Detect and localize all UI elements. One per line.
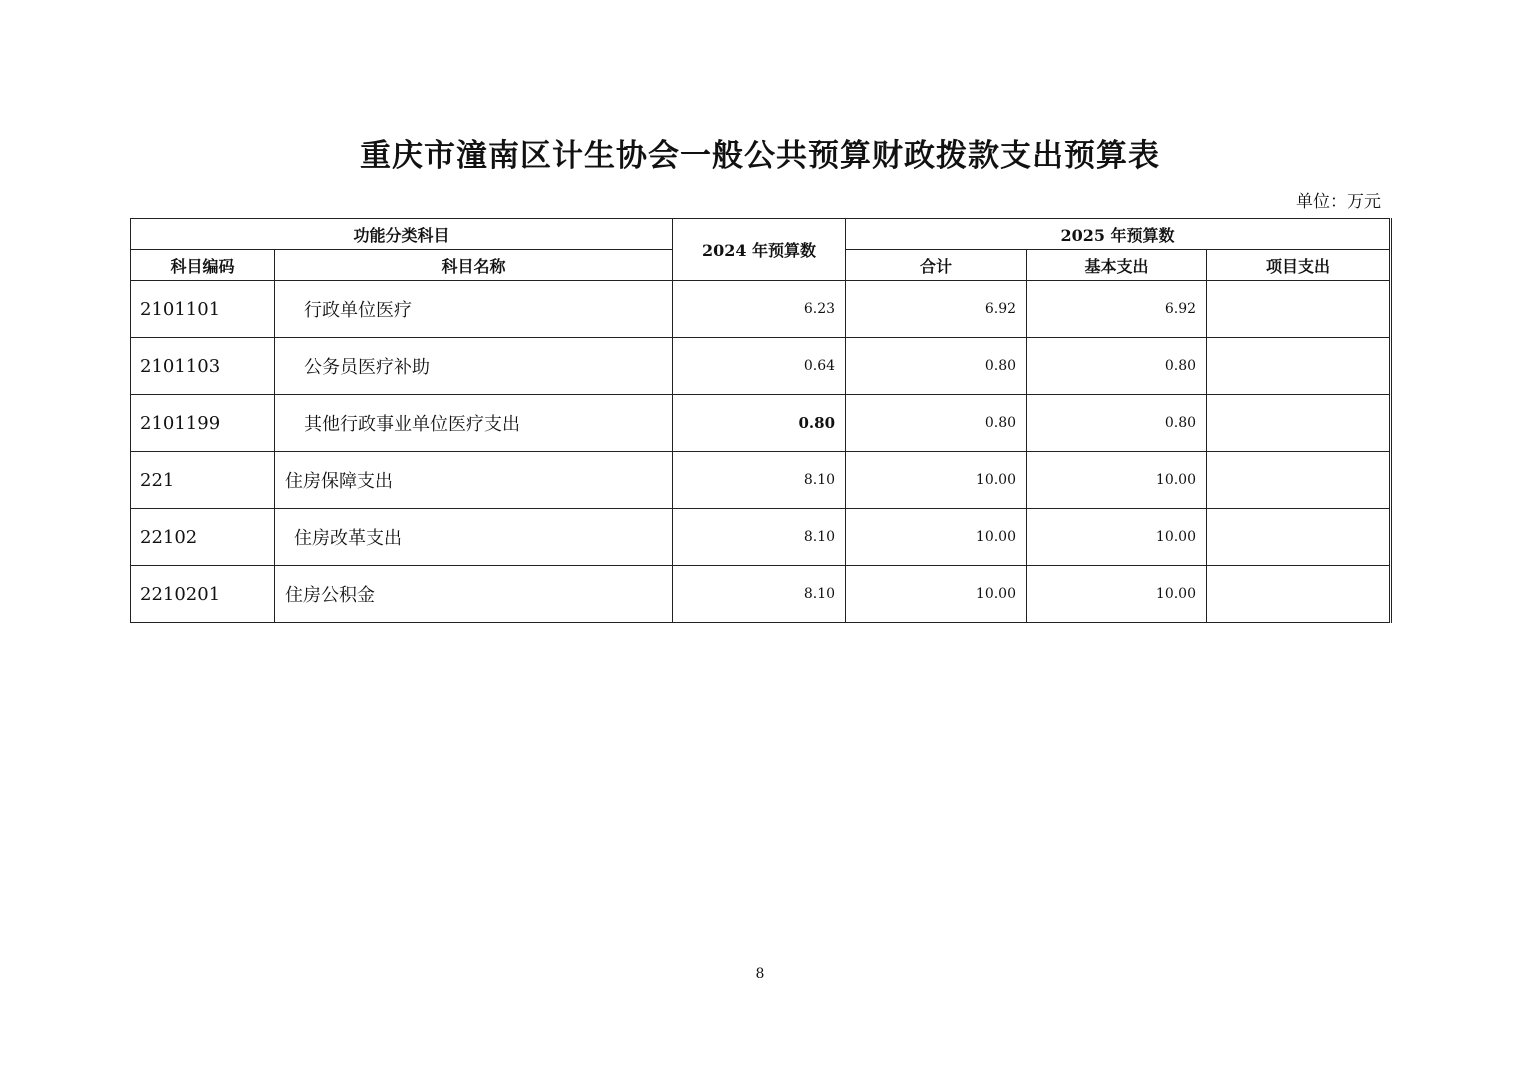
total-value: 10.00 bbox=[846, 566, 1027, 623]
basic-expenditure-value: 6.92 bbox=[1027, 281, 1207, 338]
total-value: 0.80 bbox=[846, 338, 1027, 395]
subject-code: 221 bbox=[131, 452, 275, 509]
subject-code: 2101199 bbox=[131, 395, 275, 452]
header-2024-budget: 2024 年预算数 bbox=[673, 219, 846, 281]
subject-name: 公务员医疗补助 bbox=[275, 338, 673, 395]
table-row bbox=[131, 509, 1391, 566]
basic-expenditure-value: 10.00 bbox=[1027, 566, 1207, 623]
basic-expenditure-value: 10.00 bbox=[1027, 509, 1207, 566]
budget-table bbox=[130, 218, 1392, 623]
project-expenditure-value bbox=[1207, 281, 1391, 338]
header-2025-budget: 2025 年预算数 bbox=[846, 219, 1391, 250]
budget-2024-value: 8.10 bbox=[673, 566, 846, 623]
subject-code: 22102 bbox=[131, 509, 275, 566]
header-subject-code: 科目编码 bbox=[131, 250, 275, 281]
total-value: 10.00 bbox=[846, 509, 1027, 566]
table-row bbox=[131, 452, 1391, 509]
subject-code: 2210201 bbox=[131, 566, 275, 623]
project-expenditure-value bbox=[1207, 566, 1391, 623]
subject-code: 2101103 bbox=[131, 338, 275, 395]
total-value: 10.00 bbox=[846, 452, 1027, 509]
header-subject-name: 科目名称 bbox=[275, 250, 673, 281]
basic-expenditure-value: 0.80 bbox=[1027, 395, 1207, 452]
budget-2024-value: 6.23 bbox=[673, 281, 846, 338]
budget-2024-value: 8.10 bbox=[673, 452, 846, 509]
subject-code: 2101101 bbox=[131, 281, 275, 338]
budget-2024-value: 0.80 bbox=[673, 395, 846, 452]
subject-name: 住房公积金 bbox=[275, 566, 673, 623]
budget-2024-value: 0.64 bbox=[673, 338, 846, 395]
page-title: 重庆市潼南区计生协会一般公共预算财政拨款支出预算表 bbox=[360, 138, 1160, 174]
project-expenditure-value bbox=[1207, 452, 1391, 509]
subject-name: 行政单位医疗 bbox=[275, 281, 673, 338]
table-row bbox=[131, 338, 1391, 395]
total-value: 0.80 bbox=[846, 395, 1027, 452]
header-basic-expenditure: 基本支出 bbox=[1027, 250, 1207, 281]
subject-name: 其他行政事业单位医疗支出 bbox=[275, 395, 673, 452]
header-row-1 bbox=[131, 219, 1391, 250]
unit-label: 单位：万元 bbox=[1296, 192, 1381, 212]
project-expenditure-value bbox=[1207, 395, 1391, 452]
budget-2024-value: 8.10 bbox=[673, 509, 846, 566]
header-project-expenditure: 项目支出 bbox=[1207, 250, 1391, 281]
project-expenditure-value bbox=[1207, 338, 1391, 395]
subject-name: 住房保障支出 bbox=[275, 452, 673, 509]
page-number: 8 bbox=[755, 966, 765, 982]
project-expenditure-value bbox=[1207, 509, 1391, 566]
table-row bbox=[131, 395, 1391, 452]
header-function-classification: 功能分类科目 bbox=[131, 219, 673, 250]
subject-name: 住房改革支出 bbox=[275, 509, 673, 566]
table-row bbox=[131, 566, 1391, 623]
basic-expenditure-value: 0.80 bbox=[1027, 338, 1207, 395]
table-row bbox=[131, 281, 1391, 338]
total-value: 6.92 bbox=[846, 281, 1027, 338]
header-total: 合计 bbox=[846, 250, 1027, 281]
basic-expenditure-value: 10.00 bbox=[1027, 452, 1207, 509]
